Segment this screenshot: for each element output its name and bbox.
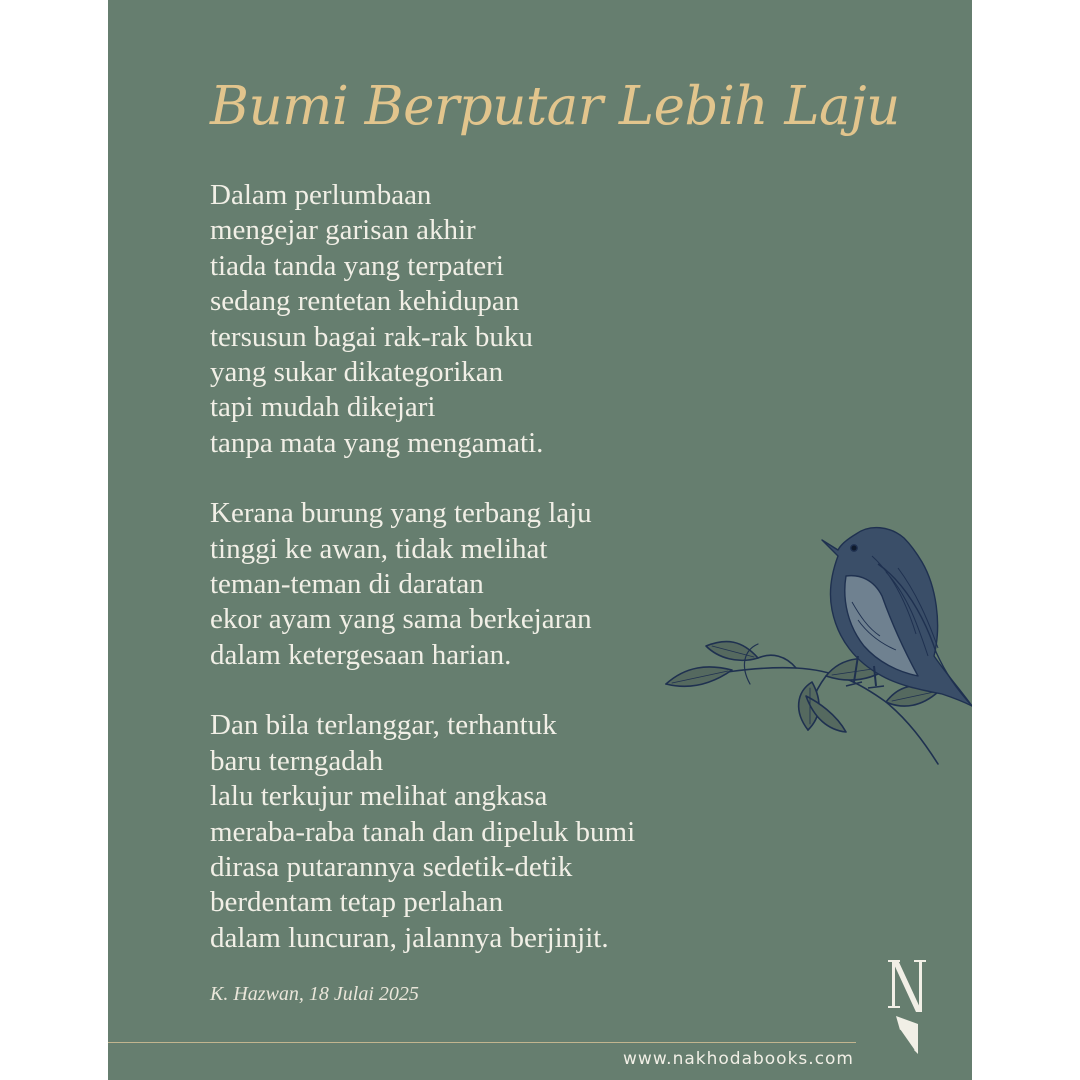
poem-line: sedang rentetan kehidupan	[210, 285, 520, 318]
poem-line: tiada tanda yang terpateri	[210, 249, 504, 282]
poem-line: tanpa mata yang mengamati.	[210, 426, 544, 459]
poem-line: baru terngadah	[210, 744, 384, 777]
poem-line: tersusun bagai rak-rak buku	[210, 320, 533, 353]
poem-line: mengejar garisan akhir	[210, 214, 476, 247]
poem-line: teman-teman di daratan	[210, 568, 484, 601]
poem-line: Kerana burung yang terbang laju	[210, 497, 592, 530]
poem-line: yang sukar dikategorikan	[210, 356, 504, 389]
poem-line: dalam luncuran, jalannya berjinjit.	[210, 921, 609, 954]
website-link[interactable]: www.nakhodabooks.com	[623, 1049, 854, 1069]
poem-line: Dalam perlumbaan	[210, 179, 432, 211]
poem-line: ekor ayam yang sama berkejaran	[210, 603, 592, 636]
poem-line: meraba-raba tanah dan dipeluk bumi	[210, 815, 636, 848]
poem-line: Dan bila terlanggar, terhantuk	[210, 709, 557, 742]
poem-line: lalu terkujur melihat angkasa	[210, 780, 548, 813]
poem-line: dalam ketergesaan harian.	[210, 638, 512, 671]
bird-on-branch-icon	[646, 516, 972, 766]
poem-title: Bumi Berputar Lebih Laju	[210, 76, 900, 137]
stanza-1	[210, 178, 770, 461]
poem-signature: K. Hazwan, 18 Julai 2025	[210, 983, 419, 1005]
footer-divider	[108, 1042, 856, 1043]
poem-line: dirasa putarannya sedetik-detik	[210, 850, 573, 883]
poem-card	[108, 0, 972, 1080]
poem-line: tinggi ke awan, tidak melihat	[210, 532, 548, 565]
poem-line: tapi mudah dikejari	[210, 391, 436, 424]
publisher-n-logo-icon	[884, 958, 930, 1056]
poem-line: berdentam tetap perlahan	[210, 886, 504, 919]
